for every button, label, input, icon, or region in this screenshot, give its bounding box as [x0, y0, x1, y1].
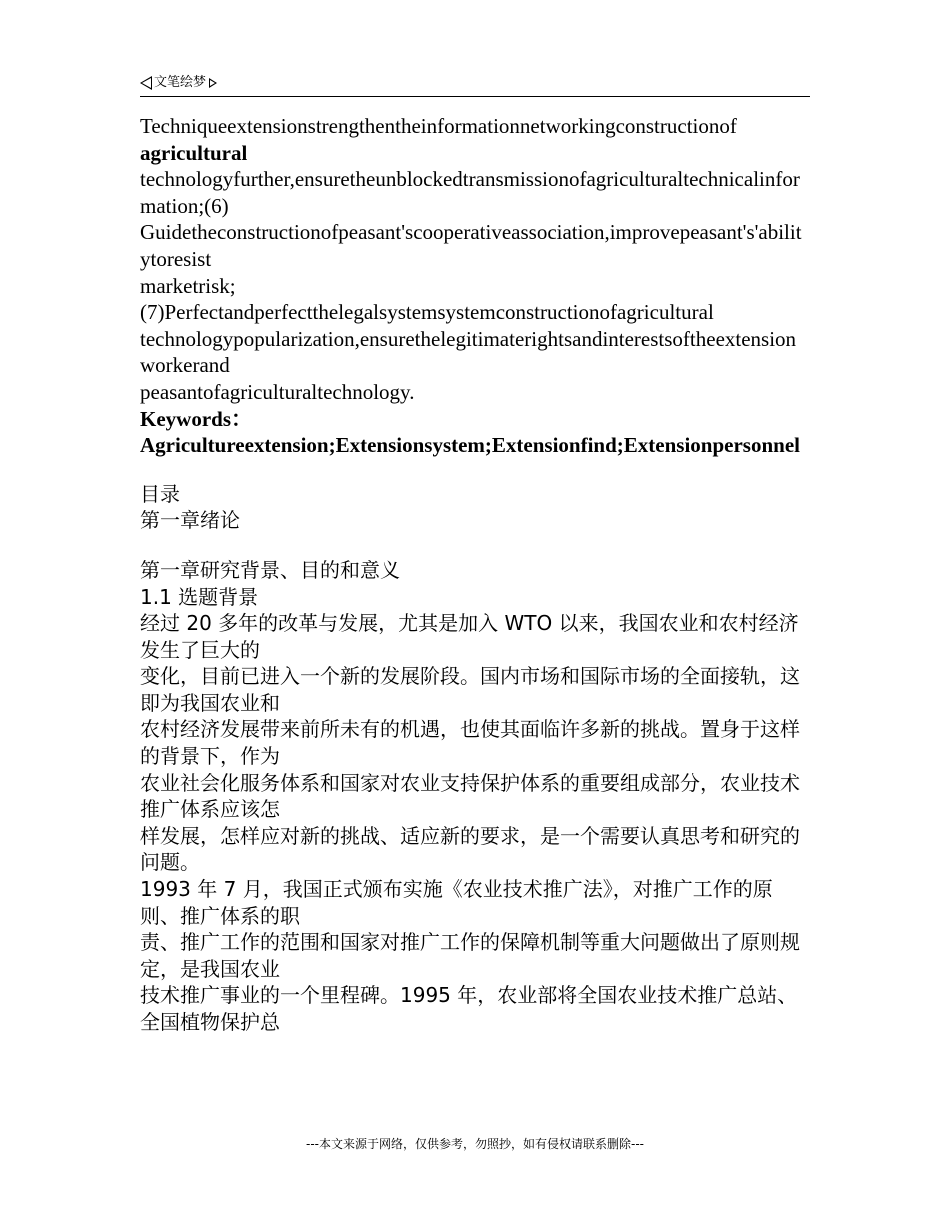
paragraph-line: 1993 年 7 月，我国正式颁布实施《农业技术推广法》，对推广工作的原则、推广体系的职: [140, 877, 773, 928]
abstract-line-bold: agricultural: [140, 140, 248, 165]
paragraph-line: 农业社会化服务体系和国家对农业支持保护体系的重要组成部分，农业技术推广体系应该怎: [140, 770, 800, 822]
paragraph-line: 变化，目前已进入一个新的发展阶段。国内市场和国际市场的全面接轨，这即为我国农业和: [140, 664, 800, 715]
chapter-title: 第一章绪论: [140, 508, 240, 533]
triangle-left-icon: [140, 76, 152, 90]
paragraph-line: 农村经济发展带来前所未有的机遇，也使其面临许多新的挑战。置身于这样的背景下，作为: [140, 717, 800, 769]
document-body: [140, 113, 810, 1036]
header-title-group: [140, 74, 217, 93]
toc-title: 目录: [140, 481, 180, 506]
triangle-right-icon: [209, 78, 217, 88]
abstract-line: Techniqueextensionstrengthentheinformationnetworkingconstructionof: [140, 114, 737, 138]
subsection-title: 1.1 选题背景: [140, 584, 259, 609]
spacer: [140, 459, 810, 481]
paragraph-line: 责、推广工作的范围和国家对推广工作的保障机制等重大问题做出了原则规定，是我国农业: [140, 930, 800, 981]
paragraph-line: 经过 20 多年的改革与发展，尤其是加入 WTO 以来，我国农业和农村经济发生了巨大的: [140, 611, 799, 662]
spacer: [140, 534, 810, 557]
header-title: 文笔绘梦: [154, 75, 207, 90]
paragraph-line: 技术推广事业的一个里程碑。1995 年，农业部将全国农业技术推广总站、全国植物保护总: [140, 983, 798, 1034]
abstract-line: technologypopularization,ensurethelegitimaterightsandinterestsoftheextensionworkerand: [140, 326, 797, 378]
abstract-line: marketrisk;: [140, 273, 236, 298]
paragraph-line: 样发展，怎样应对新的挑战、适应新的要求，是一个需要认真思考和研究的问题。: [140, 823, 800, 875]
section-title: 第一章研究背景、目的和意义: [140, 557, 400, 582]
page-header: [140, 72, 810, 97]
page-footer: ---本文来源于网络，仅供参考，勿照抄，如有侵权请联系删除---: [306, 1137, 644, 1151]
abstract-line: peasantofagriculturaltechnology.: [140, 379, 415, 404]
keywords-value: Agricultureextension;Extensionsystem;Extensionfind;Extensionpersonnel: [140, 433, 800, 458]
abstract-line: Guidetheconstructionofpeasant'scooperativeassociation,improvepeasant's'abilitytoresist: [140, 220, 802, 271]
abstract-line: technologyfurther,ensuretheunblockedtransmissionofagriculturaltechnicalinformation;(6): [140, 167, 800, 218]
abstract-line: (7)Perfectandperfectthelegalsystemsystemconstructionofagricultural: [140, 300, 714, 325]
keywords-label: Keywords：: [140, 406, 252, 431]
